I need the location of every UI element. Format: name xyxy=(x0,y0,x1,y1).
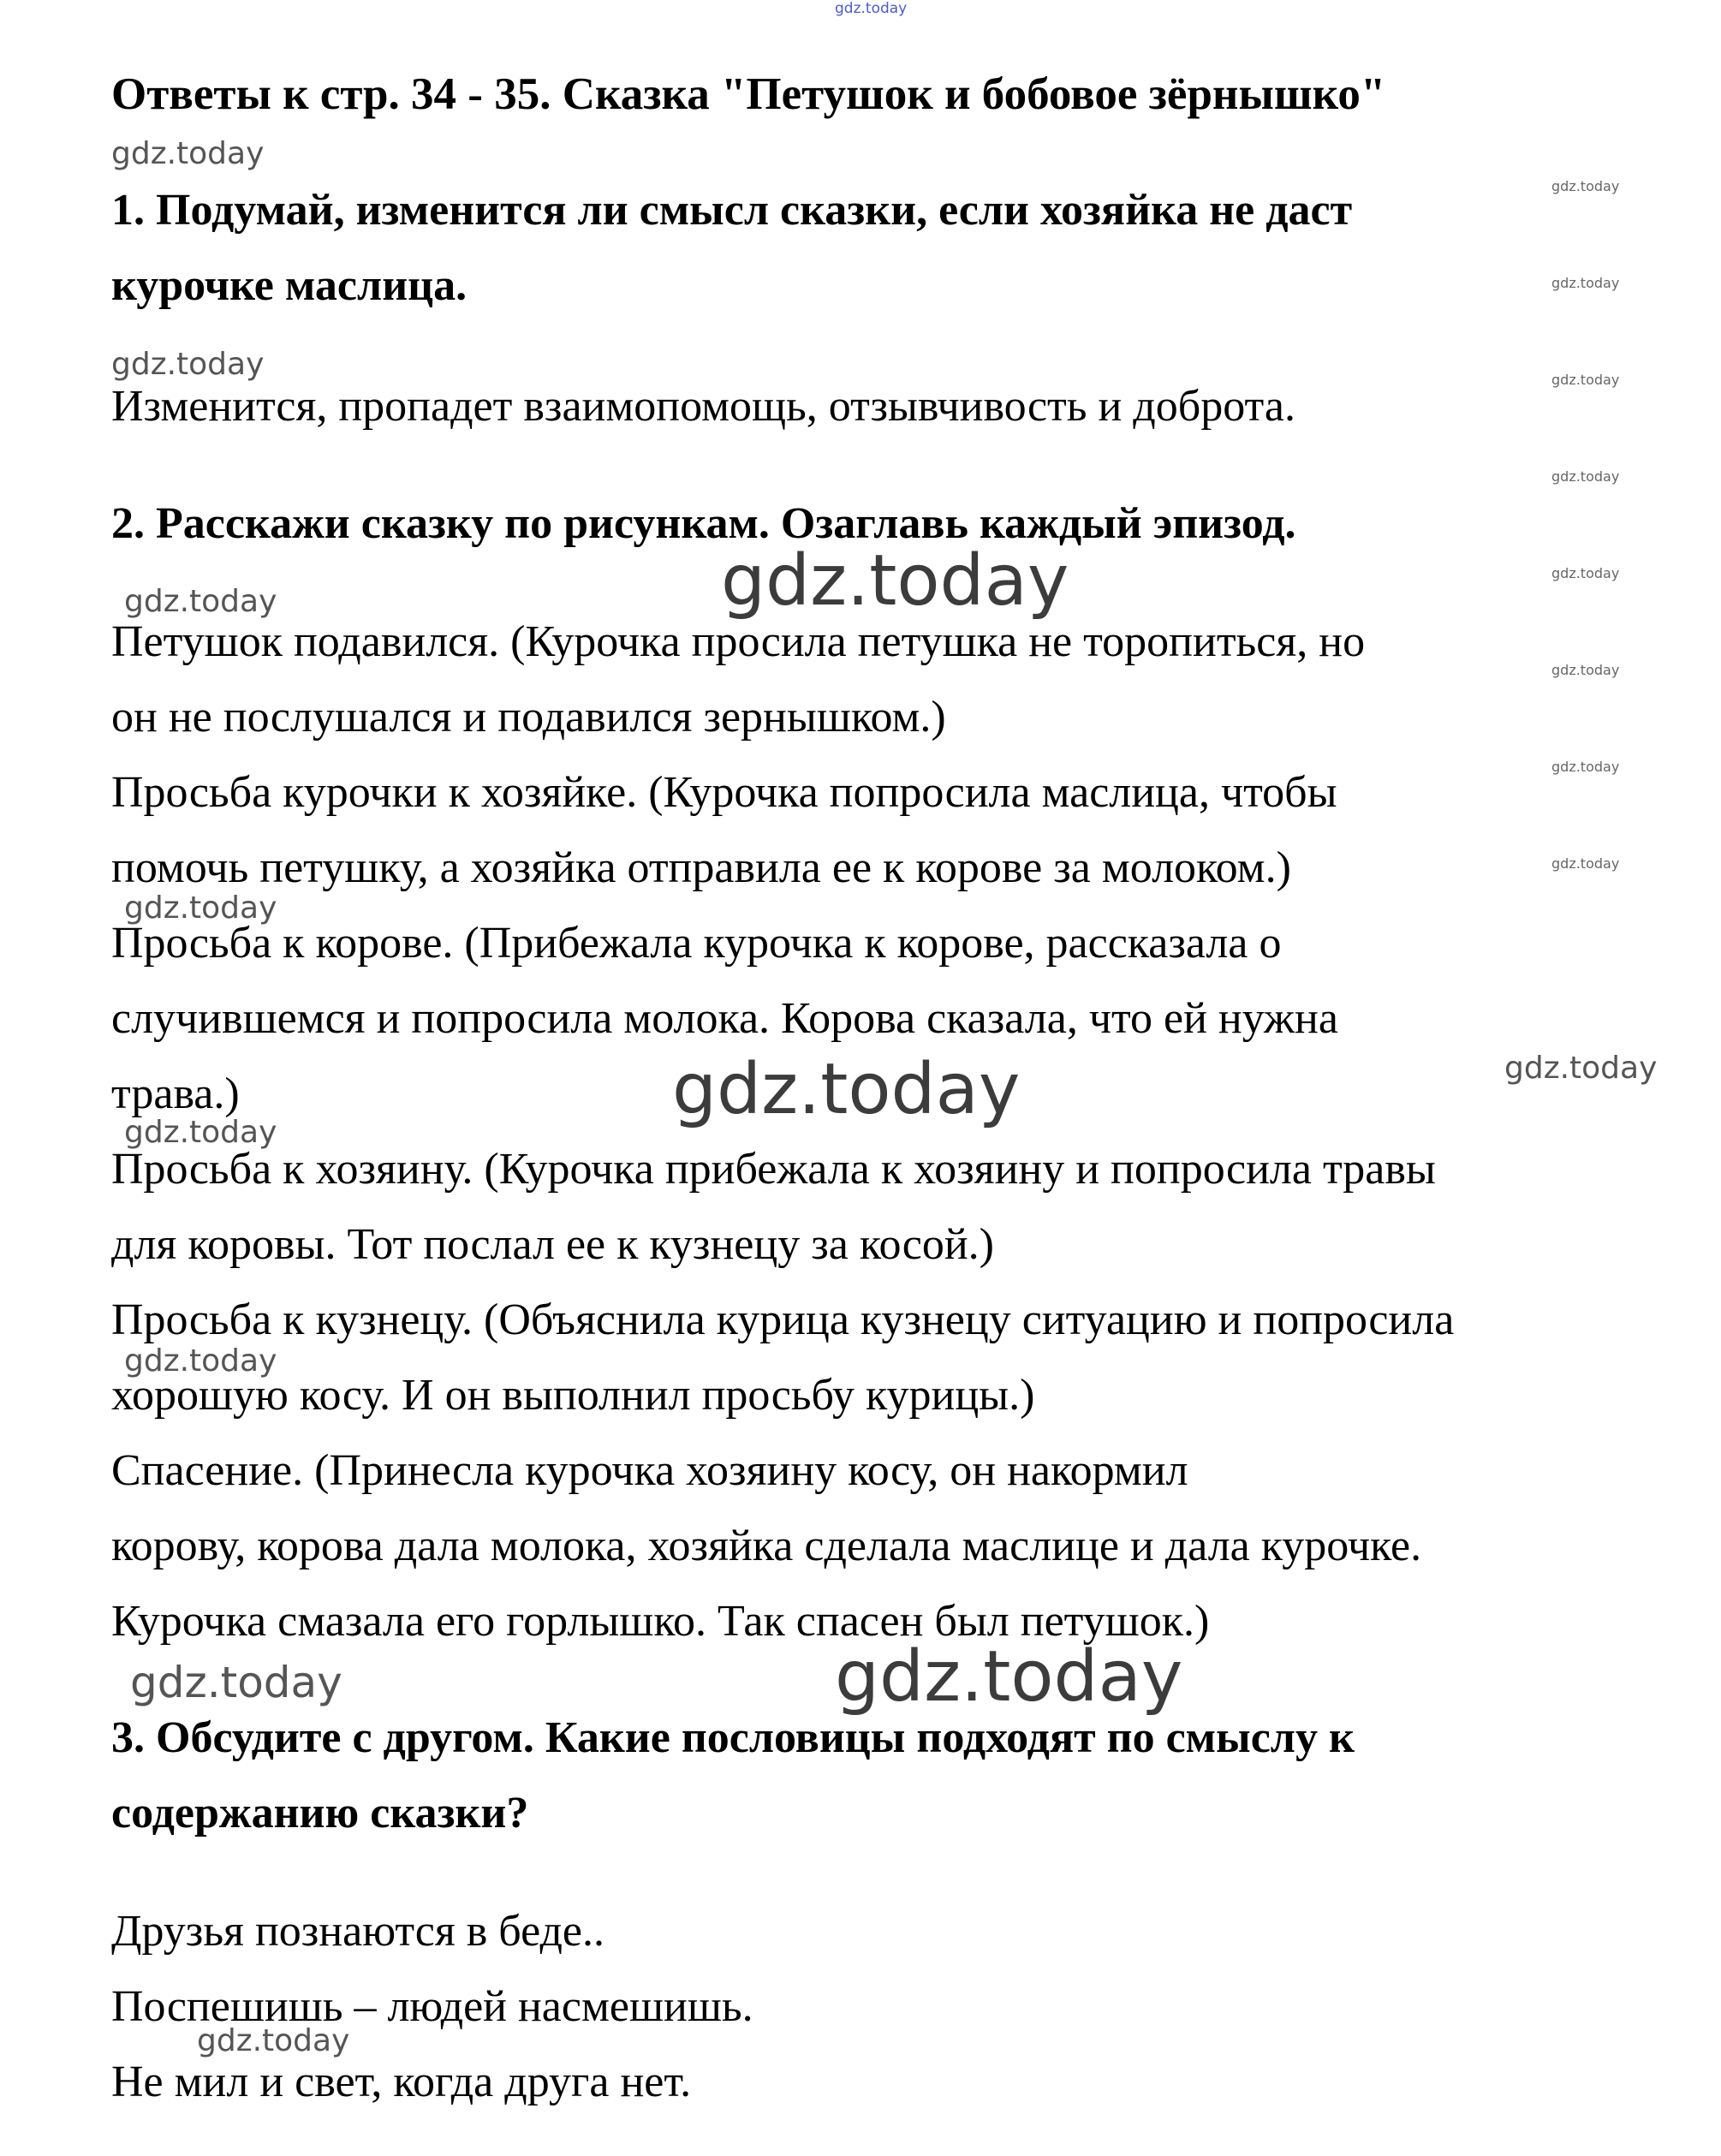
watermark: gdz.today xyxy=(1551,468,1620,485)
watermark: gdz.today xyxy=(1551,759,1620,775)
answer-2-line: Спасение. (Принесла курочка хозяину косу, он накормил xyxy=(111,1446,1188,1495)
watermark: gdz.today xyxy=(1551,565,1620,581)
watermark-top: gdz.today xyxy=(835,0,908,17)
watermark: gdz.today xyxy=(1551,178,1620,194)
watermark: gdz.today xyxy=(111,136,265,171)
watermark: gdz.today xyxy=(1551,855,1620,872)
answer-1: Изменится, пропадет взаимопомощь, отзывчивость и доброта. xyxy=(111,382,1295,431)
watermark: gdz.today xyxy=(111,347,265,382)
watermark: gdz.today xyxy=(835,1636,1183,1718)
watermark: gdz.today xyxy=(1504,1051,1658,1086)
answer-2-line: трава.) xyxy=(111,1069,240,1118)
question-3-line-2: содержанию сказки? xyxy=(111,1789,529,1837)
answer-2-line: Курочка смазала его горлышко. Так спасен был петушок.) xyxy=(111,1597,1210,1646)
answer-2-line: он не послушался и подавился зернышком.) xyxy=(111,693,946,741)
question-2: 2. Расскажи сказку по рисункам. Озаглавь каждый эпизод. xyxy=(111,499,1296,548)
answer-2-line: Просьба курочки к хозяйке. (Курочка попросила маслица, чтобы xyxy=(111,768,1337,817)
answer-2-line: корову, корова дала молока, хозяйка сделала маслице и дала курочке. xyxy=(111,1522,1422,1570)
watermark: gdz.today xyxy=(672,1049,1021,1130)
question-1-line-1: 1. Подумай, изменится ли смысл сказки, если хозяйка не даст xyxy=(111,186,1353,235)
watermark: gdz.today xyxy=(124,890,277,926)
watermark: gdz.today xyxy=(721,540,1069,622)
answer-2-line: Просьба к кузнецу. (Объяснила курица кузнецу ситуацию и попросила xyxy=(111,1295,1455,1344)
answer-2-line: Просьба к корове. (Прибежала курочка к корове, рассказала о xyxy=(111,919,1282,968)
proverb: Друзья познаются в беде.. xyxy=(111,1907,605,1956)
watermark: gdz.today xyxy=(1551,372,1620,388)
watermark: gdz.today xyxy=(197,2023,350,2058)
answer-2-line: для коровы. Тот послал ее к кузнецу за косой.) xyxy=(111,1220,994,1269)
watermark: gdz.today xyxy=(124,1343,277,1379)
answer-2-line: Петушок подавился. (Курочка просила петушка не торопиться, но xyxy=(111,617,1366,666)
answer-2-line: случившемся и попросила молока. Корова сказала, что ей нужна xyxy=(111,994,1338,1043)
proverb: Не мил и свет, когда друга нет. xyxy=(111,2058,692,2106)
watermark: gdz.today xyxy=(124,584,277,619)
watermark: gdz.today xyxy=(1551,662,1620,678)
proverb: Поспешишь – людей насмешишь. xyxy=(111,1982,753,2031)
watermark: gdz.today xyxy=(130,1658,342,1707)
page-title: Ответы к стр. 34 - 35. Сказка "Петушок и бобовое зёрнышко" xyxy=(111,69,1386,119)
answer-2-line: хорошую косу. И он выполнил просьбу курицы.) xyxy=(111,1371,1035,1420)
answer-2-line: Просьба к хозяину. (Курочка прибежала к хозяину и попросила травы xyxy=(111,1145,1436,1194)
answer-2-line: помочь петушку, а хозяйка отправила ее к корове за молоком.) xyxy=(111,843,1291,892)
watermark: gdz.today xyxy=(124,1115,277,1150)
question-3-line-1: 3. Обсудите с другом. Какие пословицы подходят по смыслу к xyxy=(111,1713,1355,1762)
watermark: gdz.today xyxy=(1551,275,1620,291)
question-1-line-2: курочке маслица. xyxy=(111,261,467,310)
